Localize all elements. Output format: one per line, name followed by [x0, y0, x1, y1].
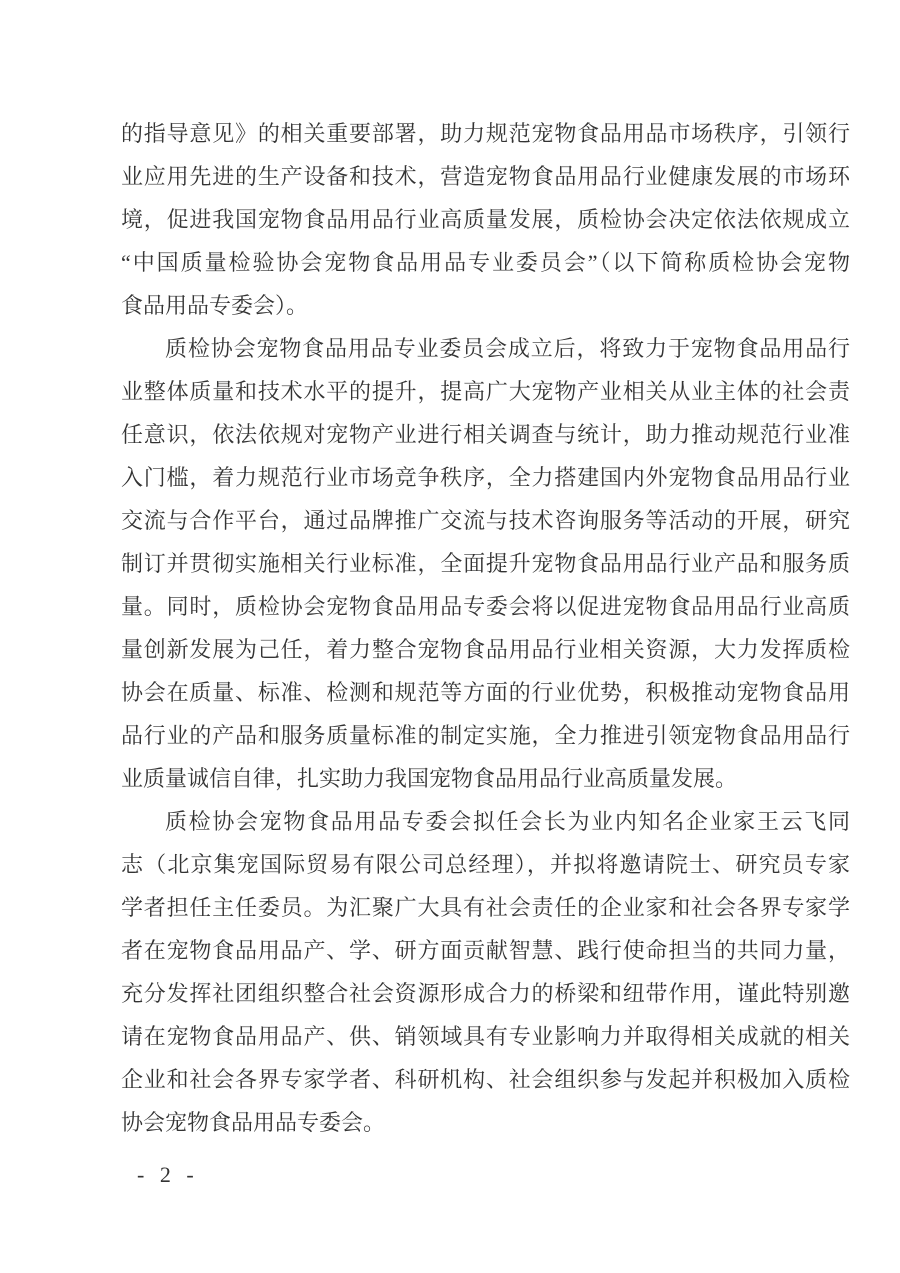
text-line: 质检协会宠物食品用品专委会拟任会长为业内知名企业家王云飞同 [165, 809, 850, 834]
text-line: 制订并贯彻实施相关行业标准，全面提升宠物食品用品行业产品和服务质 [121, 551, 850, 576]
paragraph [121, 327, 850, 800]
text-line: “中国质量检验协会宠物食品用品专业委员会”（以下简称质检协会宠物 [121, 250, 850, 275]
text-line: 量创新发展为己任，着力整合宠物食品用品行业相关资源，大力发挥质检 [121, 637, 850, 662]
text-line: 任意识，依法依规对宠物产业进行相关调查与统计，助力推动规范行业准 [121, 422, 850, 447]
paragraph [121, 112, 850, 327]
text-line: 学者担任主任委员。为汇聚广大具有社会责任的企业家和社会各界专家学 [121, 895, 850, 920]
text-line: 业质量诚信自律，扎实助力我国宠物食品用品行业高质量发展。 [121, 766, 738, 791]
paragraph [121, 800, 850, 1144]
text-line: 食品用品专委会）。 [121, 293, 309, 318]
text-line: 充分发挥社团组织整合社会资源形成合力的桥梁和纽带作用，谨此特别邀 [121, 981, 850, 1006]
text-line: 志（北京集宠国际贸易有限公司总经理），并拟将邀请院士、研究员专家 [121, 852, 850, 877]
page-number: - 2 - [137, 1162, 197, 1187]
text-line: 的指导意见》的相关重要部署，助力规范宠物食品用品市场秩序，引领行 [121, 121, 850, 146]
text-line: 质检协会宠物食品用品专业委员会成立后，将致力于宠物食品用品行 [165, 336, 850, 361]
text-line: 请在宠物食品用品产、供、销领域具有专业影响力并取得相关成就的相关 [121, 1024, 850, 1049]
text-line: 业整体质量和技术水平的提升，提高广大宠物产业相关从业主体的社会责 [121, 379, 850, 404]
text-line: 者在宠物食品用品产、学、研方面贡献智慧、践行使命担当的共同力量， [121, 938, 850, 963]
text-line: 协会在质量、标准、检测和规范等方面的行业优势，积极推动宠物食品用 [121, 680, 850, 705]
text-line: 品行业的产品和服务质量标准的制定实施，全力推进引领宠物食品用品行 [121, 723, 850, 748]
text-line: 业应用先进的生产设备和技术，营造宠物食品用品行业健康发展的市场环 [121, 164, 850, 189]
text-line: 境，促进我国宠物食品用品行业高质量发展，质检协会决定依法依规成立 [121, 207, 850, 232]
text-line: 入门槛，着力规范行业市场竞争秩序，全力搭建国内外宠物食品用品行业 [121, 465, 850, 490]
text-line: 企业和社会各界专家学者、科研机构、社会组织参与发起并积极加入质检 [121, 1067, 850, 1092]
text-line: 量。同时，质检协会宠物食品用品专委会将以促进宠物食品用品行业高质 [121, 594, 850, 619]
text-line: 交流与合作平台，通过品牌推广交流与技术咨询服务等活动的开展，研究 [121, 508, 850, 533]
text-line: 协会宠物食品用品专委会。 [121, 1110, 386, 1135]
document-body [121, 112, 850, 1144]
